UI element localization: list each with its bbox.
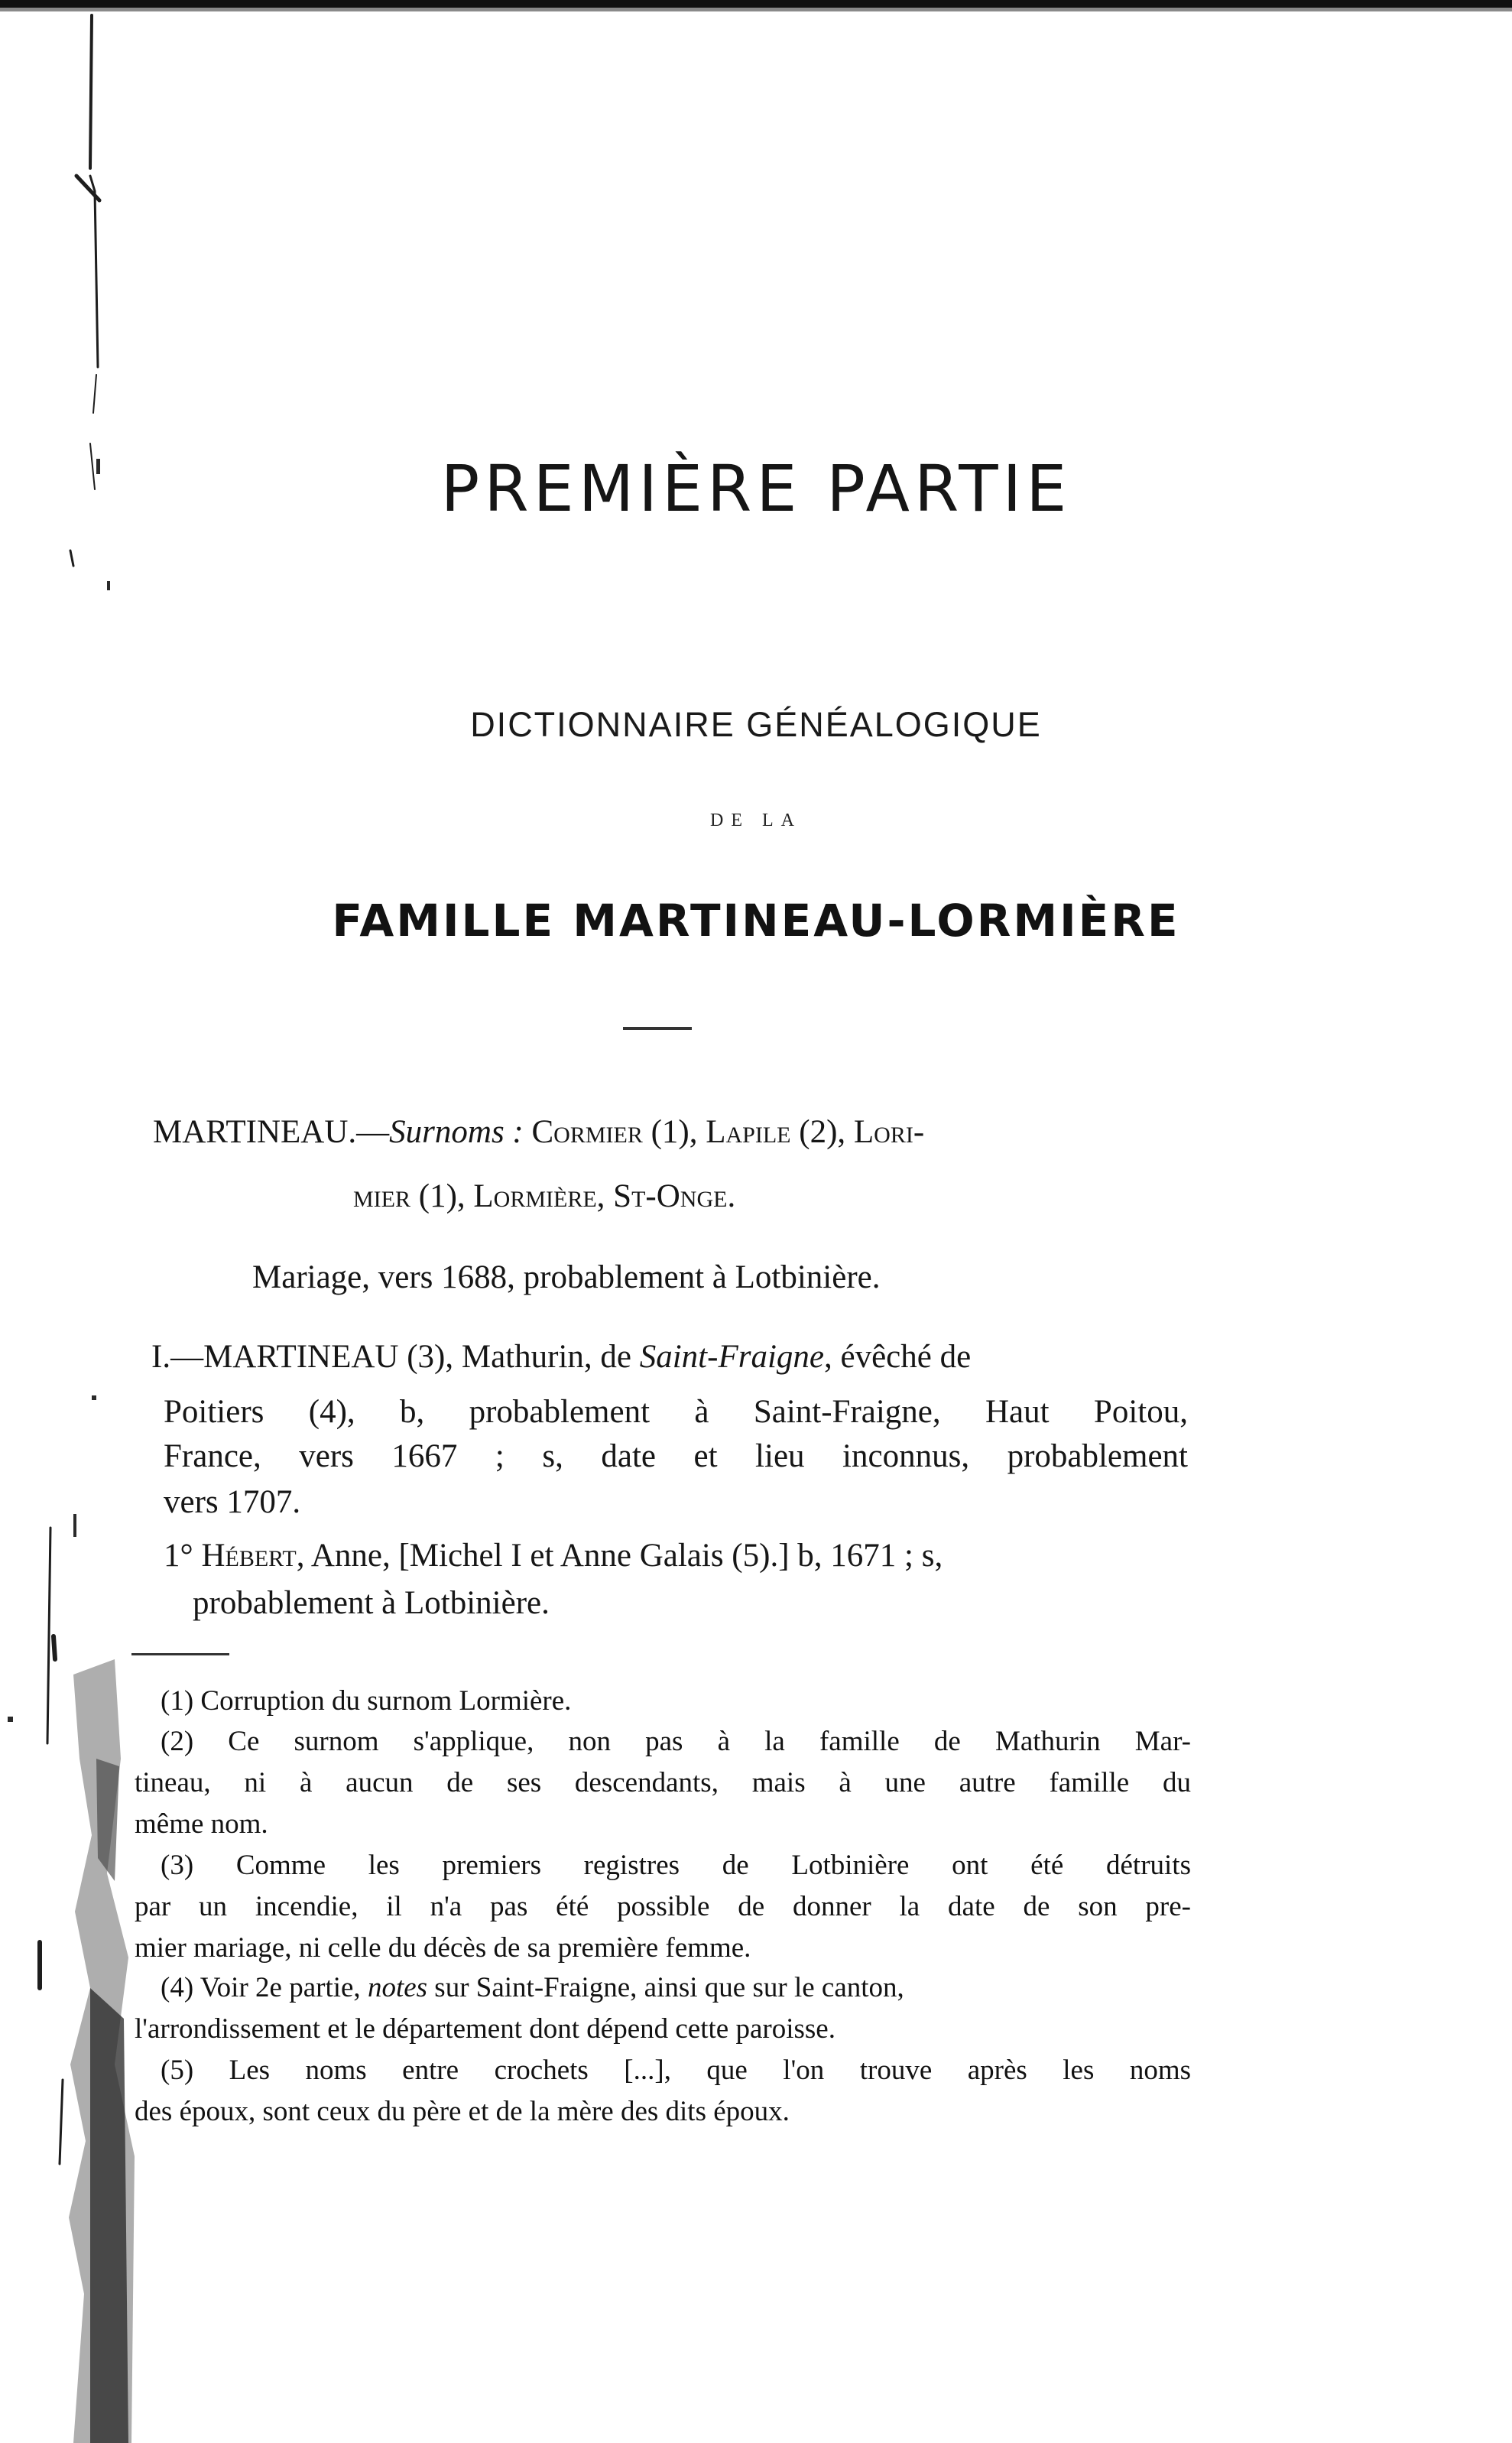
family-heading: FAMILLE MARTINEAU-LORMIÈRE (332, 895, 1180, 947)
surnoms-label: Surnoms : (389, 1114, 524, 1150)
spouse-line-1: 1° Hébert, Anne, [Michel I et Anne Galais (5).] b, 1671 ; s, (164, 1538, 943, 1574)
generation-1-line-1: I.—MARTINEAU (3), Mathurin, de Saint-Fraigne, évêché de (151, 1339, 972, 1375)
dictionary-subtitle: DICTIONNAIRE GÉNÉALOGIQUE (470, 705, 1042, 744)
footnote-2-line-2: tineau, ni à aucun de ses descendants, mais à une autre famille du (135, 1767, 1191, 1798)
scan-binding-artifacts (0, 0, 145, 2443)
surnom-lormiere: Lormière (473, 1178, 597, 1214)
footnote-3-line-3: mier mariage, ni celle du décès de sa première femme. (135, 1932, 751, 1964)
surnom-lapile: Lapile (706, 1114, 791, 1150)
marriage-line: Mariage, vers 1688, probablement à Lotbinière. (252, 1259, 881, 1295)
generation-1-line-2: Poitiers (4), b, probablement à Saint-Fraigne, Haut Poitou, (164, 1394, 1188, 1430)
section-divider (623, 1027, 692, 1030)
footnote-2-line-3: même nom. (135, 1808, 268, 1840)
footnote-5-line-2: des époux, sont ceux du père et de la mère des dits époux. (135, 2096, 790, 2127)
footnote-3-line-2: par un incendie, il n'a pas été possible de donner la date de son pre- (135, 1891, 1191, 1922)
surname-entry-line-1: MARTINEAU.—Surnoms : Cormier (1), Lapile (2), Lori- (153, 1114, 925, 1150)
generation-1-line-3: France, vers 1667 ; s, date et lieu inconnus, probablement (164, 1438, 1188, 1474)
surname-entry-line-2: mier (1), Lormière, St-Onge. (353, 1178, 736, 1214)
surnom-lorimier: Lori- (853, 1114, 925, 1150)
footnote-1: (1) Corruption du surnom Lormière. (161, 1685, 572, 1717)
footnote-4-line-1: (4) Voir 2e partie, notes sur Saint-Fraigne, ainsi que sur le canton, (161, 1972, 904, 2003)
part-title: PREMIÈRE PARTIE (440, 451, 1072, 526)
spouse-line-2: probablement à Lotbinière. (193, 1585, 550, 1621)
surname-name: MARTINEAU.— (153, 1114, 390, 1150)
place-saint-fraigne: Saint-Fraigne (639, 1339, 824, 1375)
footnote-divider (131, 1653, 229, 1655)
footnote-4-line-2: l'arrondissement et le département dont dépend cette paroisse. (135, 2013, 835, 2045)
surnom-st-onge: St-Onge (613, 1178, 728, 1214)
surnom-cormier: Cormier (531, 1114, 643, 1150)
footnote-2-line-1: (2) Ce surnom s'applique, non pas à la famille de Mathurin Mar- (161, 1726, 1191, 1757)
preposition: DE LA (710, 811, 802, 830)
generation-1-line-4: vers 1707. (164, 1484, 301, 1520)
scan-top-edge (0, 0, 1512, 8)
footnote-5-line-1: (5) Les noms entre crochets [...], que l'on trouve après les noms (161, 2055, 1191, 2086)
footnote-3-line-1: (3) Comme les premiers registres de Lotbinière ont été détruits (161, 1850, 1191, 1881)
spouse-name: Hébert (201, 1538, 297, 1574)
